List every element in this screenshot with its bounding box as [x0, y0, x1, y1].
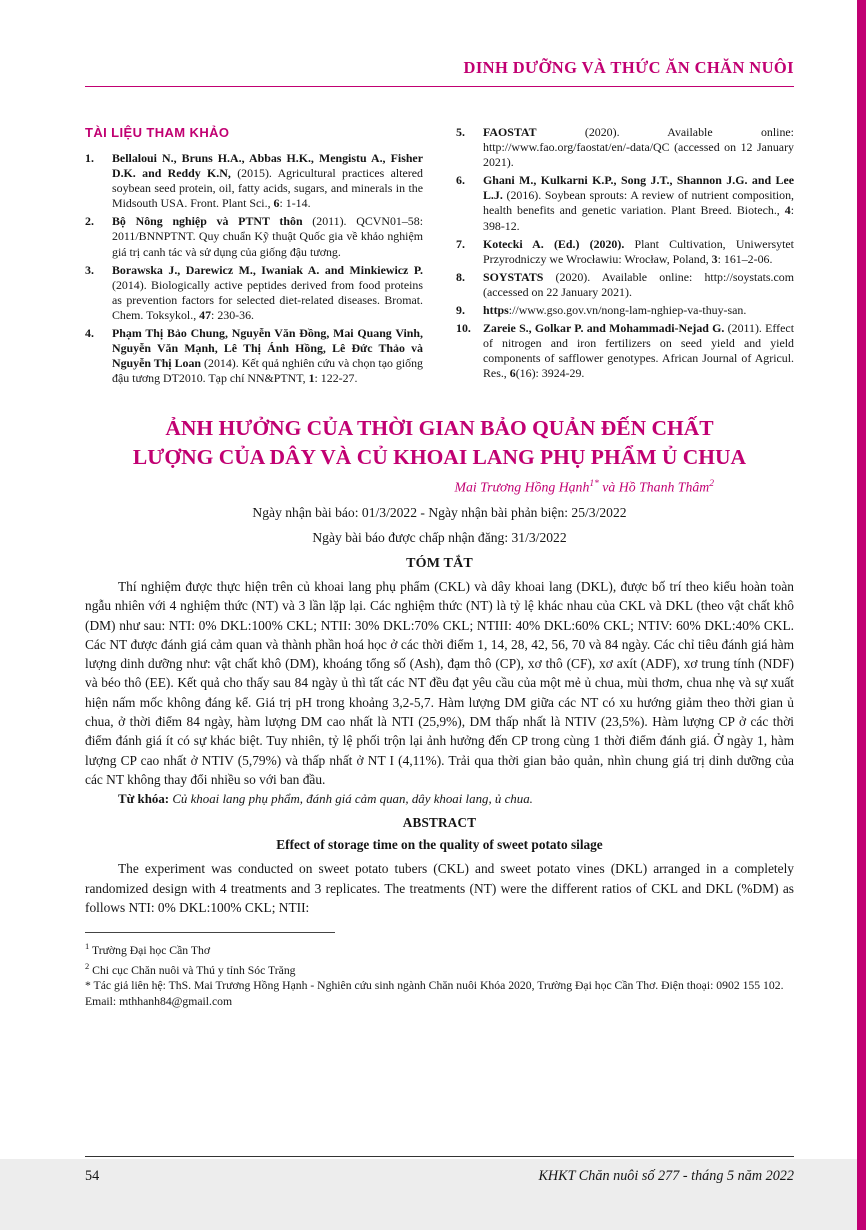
- reference-pages: : 398-12.: [483, 203, 794, 233]
- abstract-vi-heading: TÓM TẮT: [406, 556, 473, 571]
- article-title-line-2: LƯỢNG CỦA DÂY VÀ CỦ KHOAI LANG PHỤ PHẨM Ủ CHUA: [132, 445, 747, 470]
- article-title-line-1: ẢNH HƯỞNG CỦA THỜI GIAN BẢO QUẢN ĐẾN CHẤT: [165, 416, 714, 441]
- reference-number: 3.: [85, 262, 94, 277]
- accepted-date-line: Ngày bài báo được chấp nhận đăng: 31/3/2022: [312, 530, 567, 545]
- references-right-column: [456, 125, 794, 389]
- reference-number: 1.: [85, 151, 94, 165]
- footnote-text-2: Chi cục Chăn nuôi và Thú y tỉnh Sóc Trăng: [92, 963, 296, 977]
- reference-text: ://www.gso.gov.vn/nong-lam-nghiep-va-thuy-san.: [508, 303, 747, 318]
- reference-number: 10.: [456, 321, 471, 336]
- reference-item: [85, 263, 423, 323]
- reference-item: [456, 237, 794, 267]
- running-head: DINH DƯỠNG VÀ THỨC ĂN CHĂN NUÔI: [463, 58, 794, 77]
- reference-text: (2020). Available online: http://www.fao.org/faostat/en/-data/QC (accessed on 12 January 2021).: [483, 125, 794, 170]
- reference-number: 4.: [85, 326, 94, 341]
- reference-number: 5.: [456, 125, 465, 139]
- header-rule: [85, 86, 794, 87]
- reference-number: 7.: [456, 236, 465, 251]
- reference-authors: SOYSTATS: [483, 269, 544, 284]
- page-edge-accent-bar: [857, 0, 866, 1230]
- reference-pages: (16): 3924-29.: [515, 366, 585, 381]
- article-title: [85, 414, 794, 472]
- reference-authors: Borawska J., Darewicz M., Iwaniak A. and Minkiewicz P.: [112, 262, 423, 277]
- footnote-mark-1: 1: [85, 941, 90, 952]
- reference-pages: : 122-27.: [314, 371, 358, 386]
- reference-text: (2020). Available online: http://soystats.com (accessed on 22 January 2021).: [483, 269, 794, 299]
- footnotes-rule: [85, 932, 335, 933]
- reference-text: (2014). Kết quả nghiên cứu và chọn tạo giống đậu tương DT2010. Tạp chí NN&PTNT,: [112, 356, 423, 386]
- authors-connector: và: [598, 480, 619, 495]
- author-affiliation-mark-2: 2: [709, 479, 714, 490]
- author-affiliation-mark-1: 1*: [589, 479, 599, 490]
- journal-name: KHKT Chăn nuôi số 277 - tháng 5 năm 2022: [538, 1168, 794, 1184]
- reference-text: Plant Cultivation, Uniwersytet Przyrodniczy we Wrocławiu: Wrocław, Poland,: [483, 236, 794, 266]
- footnotes: [85, 932, 794, 1009]
- references-heading: TÀI LIỆU THAM KHẢO: [85, 125, 230, 140]
- footer-rule: [85, 1156, 794, 1157]
- reference-volume: 6: [509, 366, 516, 381]
- footer-band: [0, 1159, 866, 1230]
- keywords: [85, 792, 794, 807]
- reference-item: [456, 303, 794, 318]
- abstract-vi-paragraph: Thí nghiệm được thực hiện trên củ khoai lang phụ phẩm (CKL) và dây khoai lang (DKL), được bố trí theo kiểu hoàn toàn ngẫu nhiên với 4 nghiệm thức (NT) và 3 lần lặp lại. Các nghiệm thức (NT) là tỷ lệ khác nhau của CKL và DKL (theo vật chất khô (DM) như sau: NTI: 0% DKL:100% CKL; NTII: 30% DKL:70% CKL; NTIII: 40% DKL:60% CKL; NTIV: 60% DKL:40% CKL. Các NT được đánh giá cảm quan và thành phần hoá học ở các thời điểm 1, 14, 28, 42, 56, 70 và 84 ngày. Các chỉ tiêu đánh giá hàm lượng dinh dưỡng như: vật chất khô (DM), khoáng tổng số (Ash), đạm thô (CP), xơ thô (CF), xơ axít (ADF), xơ trung tính (NDF) và béo thô (EE). Kết quả cho thấy sau 84 ngày ủ thì tất các NT đều đạt yêu cầu của một mẻ ủ chua, mùi thơm, chua nhẹ và sự xuất hiện nấm mốc không đáng kể. Giá trị pH trong khoảng 3,2-5,7. Hàm lượng DM giữa các NT có xu hướng giảm theo thời gian ủ chua, ở thời điểm 84 ngày, hàm lượng DM cao nhất là NTI (25,9%), DM thấp nhất là NTIV (23,5%). Hàm lượng CP ở các thời điểm đánh giá ít có sự khác biệt. Tuy nhiên, tỷ lệ phối trộn lại ảnh hưởng đến CP trong cùng 1 thời điểm đánh giá. Ở ngày 1, hàm lượng CP cao nhất ở NTIV (5,79%) và thấp nhất ở NT I (4,11%). Trải qua thời gian bảo quản, nhìn chung giá trị dinh dưỡng của các NT không thay đổi nhiều so với ban đầu.: [85, 579, 794, 787]
- reference-text: (2011). Effect of nitrogen and iron fertilizers on seed yield and yield components of safflower genotypes. African Journal of Agricul. Res.,: [483, 321, 794, 381]
- reference-item: [456, 321, 794, 381]
- abstract-en-paragraph: The experiment was conducted on sweet potato tubers (CKL) and sweet potato vines (DKL) arranged in a completely randomized design with 4 treatments and 3 replicates. The treatments (NT) were the different ratios of CKL and DKL (%DM) as follows NTI: 0% DKL:100% CKL; NTII:: [85, 861, 794, 915]
- reference-text: (2014). Biologically active peptides derived from food proteins as prevention factors for selected diet-related diseases. Bromat. Chem. Toksykol.,: [112, 277, 423, 322]
- reference-authors: Kotecki A. (Ed.) (2020).: [483, 236, 625, 251]
- reference-item: [85, 151, 423, 211]
- reference-volume: 1: [308, 371, 315, 386]
- reference-number: 9.: [456, 303, 465, 318]
- reference-text: (2015). Agricultural practices altered soybean seed protein, oil, fatty acids, sugars, and minerals in the Midsouth USA. Front. Plant Sci.,: [112, 166, 423, 211]
- article-title-english: Effect of storage time on the quality of sweet potato silage: [276, 837, 603, 853]
- reference-number: 6.: [456, 173, 465, 188]
- received-dates-line: Ngày nhận bài báo: 01/3/2022 - Ngày nhận bài phản biện: 25/3/2022: [252, 505, 627, 520]
- reference-authors: Bellaloui N., Bruns H.A., Abbas H.K., Mengistu A., Fisher D.K. and Reddy K.N,: [112, 151, 423, 181]
- footnote-corresponding-author: * Tác giả liên hệ: ThS. Mai Trương Hồng Hạnh - Nghiên cứu sinh ngành Chăn nuôi Khóa 2020, Trường Đại học Cần Thơ. Điện thoại: 0902 155 102. Email: mthhanh84@gmail.com: [85, 979, 784, 1008]
- reference-volume: 6: [273, 196, 280, 211]
- reference-pages: : 230-36.: [211, 307, 254, 322]
- references-section: [85, 125, 794, 389]
- reference-authors: Bộ Nông nghiệp và PTNT thôn: [112, 214, 303, 229]
- reference-pages: : 1-14.: [279, 196, 311, 211]
- reference-text: (2016). Soybean sprouts: A review of nutrient composition, health benefits and genetic variation. Plant Breed. Biotech.,: [483, 188, 794, 218]
- abstract-en-heading: ABSTRACT: [402, 815, 477, 831]
- reference-authors: https: [483, 303, 509, 318]
- article-authors: [85, 479, 794, 496]
- reference-authors: Zareie S., Golkar P. and Mohammadi-Nejad G.: [483, 321, 725, 336]
- reference-number: 8.: [456, 269, 465, 284]
- reference-authors: Phạm Thị Bảo Chung, Nguyễn Văn Đồng, Mai Quang Vinh, Nguyễn Văn Mạnh, Lê Thị Ánh Hồng, Lê Đức Thảo và Nguyễn Thị Loan: [112, 326, 423, 371]
- reference-item: [85, 214, 423, 259]
- reference-volume: 47: [199, 307, 212, 322]
- author-name-2: Hồ Thanh Thâm: [618, 480, 710, 495]
- page-number: 54: [85, 1168, 100, 1184]
- reference-pages: : 161–2-06.: [717, 251, 773, 266]
- keywords-label: Từ khóa:: [118, 792, 170, 807]
- references-left-column: [85, 125, 423, 389]
- reference-text: (2011). QCVN01–58: 2011/BNNPTNT. Quy chuẩn Kỹ thuật Quốc gia về khảo nghiệm giá trị canh tác và sử dụng của giống đậu tương.: [112, 214, 423, 259]
- reference-item: [456, 173, 794, 233]
- author-name-1: Mai Trương Hồng Hạnh: [454, 480, 590, 495]
- reference-item: [456, 125, 794, 170]
- footnote-affiliation-2: [85, 959, 794, 978]
- reference-volume: 4: [784, 203, 791, 218]
- footnote-mark-2: 2: [85, 960, 90, 971]
- reference-volume: 3: [711, 251, 718, 266]
- reference-number: 2.: [85, 214, 94, 229]
- footnote-affiliation-1: [85, 939, 794, 958]
- reference-authors: Ghani M., Kulkarni K.P., Song J.T., Shannon J.G. and Lee L.J.: [483, 173, 794, 203]
- reference-authors: FAOSTAT: [483, 125, 537, 139]
- reference-item: [85, 326, 423, 386]
- page-footer: [0, 1156, 866, 1230]
- keywords-text: Củ khoai lang phụ phẩm, đánh giá cảm quan, dây khoai lang, ủ chua.: [172, 792, 533, 807]
- footnote-text-1: Trường Đại học Cần Thơ: [91, 944, 211, 958]
- reference-item: [456, 270, 794, 300]
